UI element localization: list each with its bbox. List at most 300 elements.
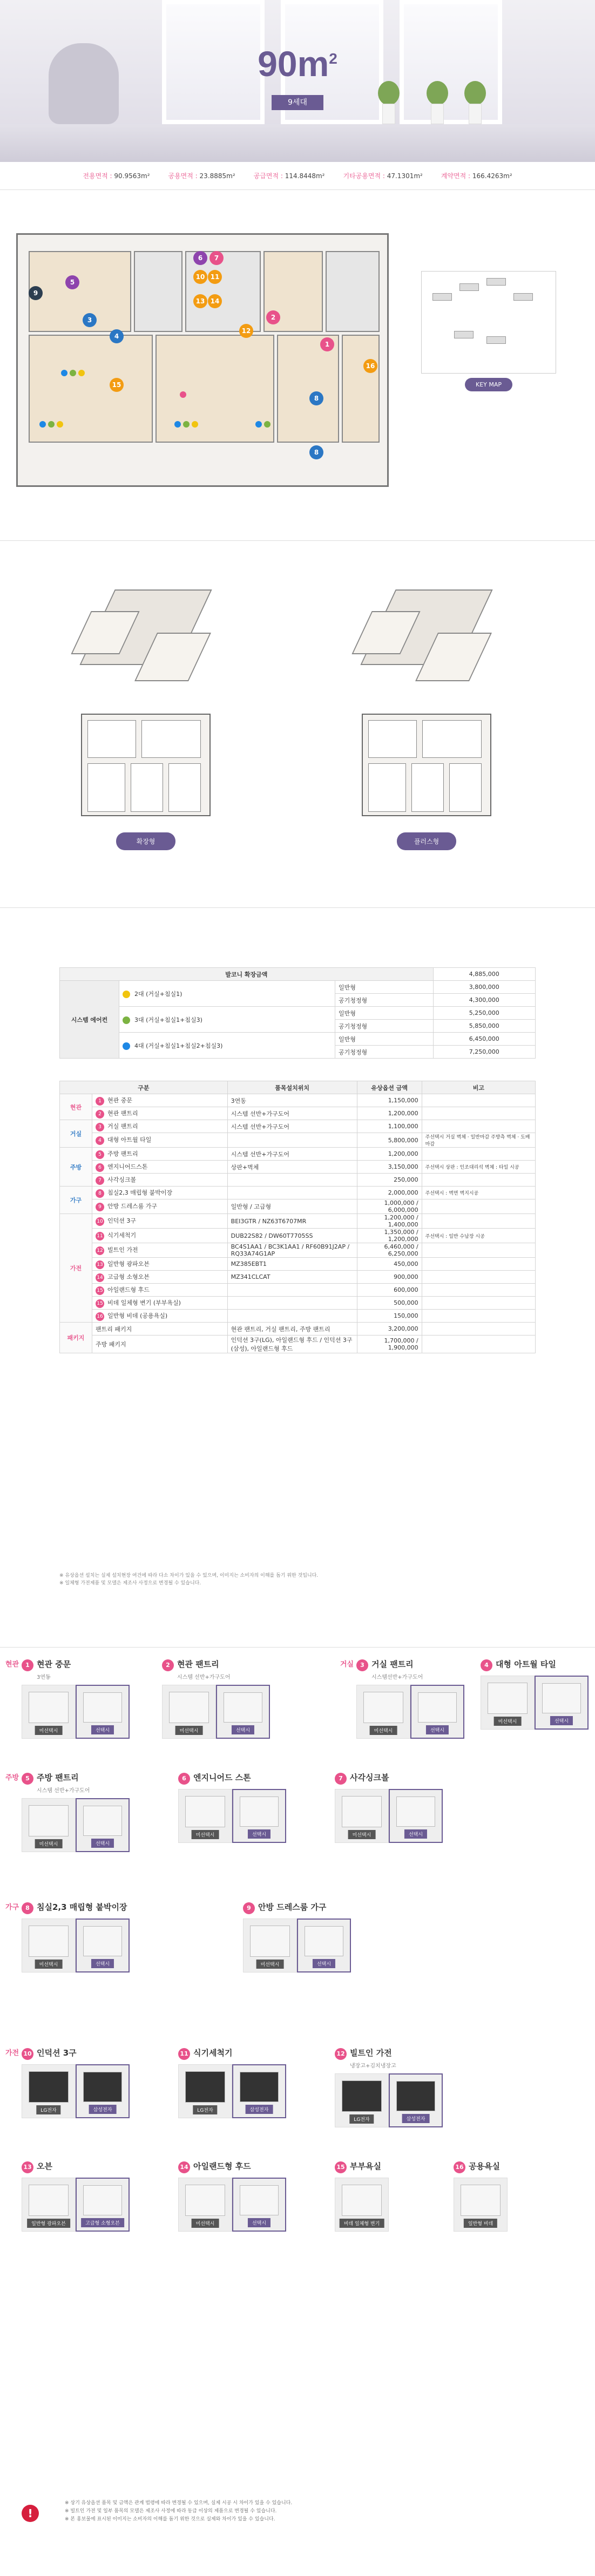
location-cell: 3연동 — [227, 1094, 357, 1107]
option-image-selected[interactable]: 선택시 — [535, 1676, 589, 1730]
aircon-marker — [192, 421, 198, 428]
table-row — [60, 1336, 536, 1353]
note-cell — [422, 1120, 535, 1133]
note-cell — [422, 1243, 535, 1258]
option-number-badge: 15 — [335, 2161, 347, 2173]
option-marker: 4 — [110, 329, 124, 343]
room — [29, 251, 131, 332]
iso-2d-plan — [362, 714, 491, 816]
option-number-badge: 3 — [96, 1123, 104, 1131]
aircon-marker — [180, 391, 186, 398]
key-map-button[interactable]: KEY MAP — [465, 378, 512, 391]
key-map-building — [432, 293, 452, 301]
option-name-cell: 10 인덕션 3구 — [92, 1214, 228, 1229]
footer-line: ※ 상기 유상옵션 품목 및 금액은 관계 법령에 따라 변경될 수 있으며, 실제 시공 시 차이가 있을 수 있습니다. — [65, 2500, 293, 2506]
option-image-unselected[interactable]: 미선택시 — [335, 1789, 389, 1843]
option-image-unselected[interactable]: 미선택시 — [356, 1685, 410, 1739]
option-marker: 11 — [208, 270, 222, 284]
option-image-selected[interactable]: 고급형 소형오븐 — [76, 2178, 130, 2232]
note-line: ※ 일체형 가전제품 및 모델은 제조사 사정으로 변경될 수 있습니다. — [59, 1581, 201, 1586]
option-number-badge: 12 — [96, 1246, 104, 1255]
table-row — [60, 1271, 536, 1284]
option-thumbs — [178, 2064, 286, 2118]
note-cell — [422, 1297, 535, 1310]
location-cell: 인덕션 3구(LG), 아일랜드형 후드 / 인덕션 3구(삼성), 아일랜드형 후드 — [227, 1336, 357, 1353]
option-thumbs — [22, 2064, 130, 2118]
isometric-section — [0, 541, 595, 908]
option-image-unselected[interactable]: LG전자 — [335, 2073, 389, 2127]
option-image-unselected[interactable]: 미선택시 — [481, 1676, 535, 1730]
option-card — [22, 2160, 130, 2232]
option-title: 12 빌트인 가전 — [335, 2047, 443, 2060]
option-thumbs — [162, 1685, 270, 1739]
table-row — [60, 1284, 536, 1297]
location-cell: BEI3GTR / NZ63T6707MR — [227, 1214, 357, 1229]
table-cell: 시스템 에어컨 — [60, 981, 119, 1059]
aircon-marker — [57, 421, 63, 428]
option-card — [22, 2047, 130, 2118]
table-row — [60, 1297, 536, 1310]
note-cell: 주선택시 : 벽면 벽지시공 — [422, 1187, 535, 1199]
table-row — [60, 1214, 536, 1229]
category-cell: 패키지 — [60, 1323, 92, 1353]
area-item: 계약면적 : 166.4263m² — [441, 172, 512, 180]
option-card — [178, 2047, 286, 2118]
aircon-price-table — [59, 967, 536, 1059]
option-number-badge: 13 — [22, 2161, 33, 2173]
option-image-unselected[interactable]: LG전자 — [22, 2064, 76, 2118]
floor-plan — [16, 233, 389, 487]
location-cell — [227, 1297, 357, 1310]
price-cell: 6,460,000 / 6,250,000 — [357, 1243, 422, 1258]
note-cell — [422, 1258, 535, 1271]
option-title: 1 현관 중문 — [22, 1658, 130, 1671]
price-cell: 500,000 — [357, 1297, 422, 1310]
option-name-cell: 6 엔지니어드스톤 — [92, 1161, 228, 1174]
area-item: 기타공용면적 : 47.1301m² — [343, 172, 423, 180]
note-cell — [422, 1107, 535, 1120]
option-thumbs — [335, 1789, 443, 1843]
option-card — [243, 1901, 351, 1972]
option-number-badge: 7 — [96, 1176, 104, 1185]
iso-2d-plan — [81, 714, 211, 816]
aircon-marker — [70, 370, 76, 376]
option-title: 2 현관 팬트리 — [162, 1658, 270, 1671]
iso-3d-view — [346, 573, 508, 697]
iso-expansion — [65, 573, 227, 850]
option-number-badge: 2 — [162, 1659, 174, 1671]
option-title: 15 부부욕실 — [335, 2160, 389, 2173]
warning-icon: ! — [22, 2505, 39, 2522]
option-number-badge: 15 — [96, 1286, 104, 1295]
table-cell: 2대 (거실+침실1) — [119, 981, 335, 1007]
option-card — [22, 1901, 130, 1972]
yellow-dot-icon — [123, 991, 130, 998]
table-cell: 6,450,000 — [433, 1033, 535, 1046]
option-title: 7 사각싱크볼 — [335, 1772, 443, 1785]
green-dot-icon — [123, 1016, 130, 1024]
option-name-cell: 3 거실 팬트리 — [92, 1120, 228, 1133]
option-image-selected[interactable]: 선택시 — [297, 1919, 351, 1972]
key-map-building — [454, 331, 474, 338]
option-name-cell: 팬트리 패키지 — [92, 1323, 228, 1336]
option-gallery — [0, 1648, 595, 2376]
option-title: 13 오븐 — [22, 2160, 130, 2173]
option-thumbs — [335, 2073, 443, 2127]
option-card — [22, 1772, 130, 1852]
table-row — [60, 1107, 536, 1120]
option-title: 8 침실2,3 매립형 붙박이장 — [22, 1901, 130, 1914]
note-line: ※ 유상옵션 설치는 실제 설치현장 여건에 따라 다소 차이가 있을 수 있으며, 이미지는 소비자의 이해를 돕기 위한 것입니다. — [59, 1573, 319, 1578]
table-row — [60, 1187, 536, 1199]
price-cell: 1,200,000 — [357, 1107, 422, 1120]
table-cell: 일반형 — [335, 981, 434, 994]
plant-icon — [464, 81, 486, 124]
option-marker: 13 — [193, 294, 207, 308]
aircon-marker — [174, 421, 181, 428]
table-cell: 공기청정형 — [335, 994, 434, 1007]
option-marker: 9 — [29, 286, 43, 300]
option-name-cell: 13 일반형 광파오븐 — [92, 1258, 228, 1271]
option-subtitle: 시스템선반+가구도어 — [371, 1675, 423, 1680]
option-price-table — [59, 1081, 536, 1353]
option-name-cell: 15 비데 일체형 변기 (부부욕실) — [92, 1297, 228, 1310]
option-number-badge: 9 — [243, 1902, 255, 1914]
option-number-badge: 7 — [335, 1773, 347, 1785]
category-cell: 거실 — [60, 1120, 92, 1148]
price-cell: 600,000 — [357, 1284, 422, 1297]
note-cell: 주선택시 : 일반 수납장 시공 — [422, 1229, 535, 1243]
table-row — [60, 1133, 536, 1148]
area-info-bar — [0, 162, 595, 190]
table-row — [60, 1310, 536, 1323]
table-cell: 일반형 — [335, 1007, 434, 1020]
option-number-badge: 1 — [22, 1659, 33, 1671]
table-title: 발코니 확장금액 — [60, 968, 434, 981]
option-image-selected[interactable]: 선택시 — [389, 1789, 443, 1843]
option-number-badge: 11 — [96, 1232, 104, 1240]
note-cell — [422, 1336, 535, 1353]
note-cell — [422, 1284, 535, 1297]
option-marker: 5 — [65, 275, 79, 289]
location-cell: MZ385EBT1 — [227, 1258, 357, 1271]
price-cell: 250,000 — [357, 1174, 422, 1187]
option-image-unselected[interactable]: 미선택시 — [22, 1685, 76, 1739]
option-image-unselected[interactable]: 미선택시 — [243, 1919, 297, 1972]
option-number-badge: 6 — [96, 1163, 104, 1172]
option-name-cell: 1 현관 중문 — [92, 1094, 228, 1107]
option-image-selected[interactable]: 선택시 — [76, 1685, 130, 1739]
table-cell: 일반형 — [335, 1033, 434, 1046]
option-thumbs — [481, 1676, 589, 1730]
option-marker: 16 — [363, 359, 377, 373]
option-marker: 12 — [239, 324, 253, 338]
note-cell — [422, 1174, 535, 1187]
aircon-marker — [61, 370, 67, 376]
option-image-unselected[interactable]: 일반형 광파오븐 — [22, 2178, 76, 2232]
option-image-selected[interactable]: 삼성전자 — [232, 2064, 286, 2118]
option-subtitle: 시스템 선반+가구도어 — [177, 1675, 231, 1680]
option-number-badge: 14 — [178, 2161, 190, 2173]
table-cell: 4대 (거실+침실1+침실2+침실3) — [119, 1033, 335, 1059]
location-cell — [227, 1174, 357, 1187]
option-number-badge: 16 — [454, 2161, 465, 2173]
option-marker: 8 — [309, 391, 323, 405]
aircon-marker — [183, 421, 190, 428]
price-cell: 3,150,000 — [357, 1161, 422, 1174]
expansion-type-button[interactable]: 확장형 — [116, 832, 175, 850]
option-number-badge: 11 — [178, 2048, 190, 2060]
option-name-cell: 12 빌트인 가전 — [92, 1243, 228, 1258]
option-marker: 10 — [193, 270, 207, 284]
table-row — [60, 1258, 536, 1271]
option-thumbs — [22, 1798, 130, 1852]
note-cell: 주선택시 상판 : 인조대리석 벽체 : 타일 시공 — [422, 1161, 535, 1174]
room — [342, 335, 380, 443]
location-cell — [227, 1310, 357, 1323]
household-count-badge: 9세대 — [272, 95, 323, 110]
plus-type-button[interactable]: 플러스형 — [397, 832, 456, 850]
table-cell: 5,250,000 — [433, 1007, 535, 1020]
option-image-selected[interactable]: 선택시 — [232, 2178, 286, 2232]
table-header: 유상옵션 금액 — [357, 1081, 422, 1094]
area-item: 공급면적 : 114.8448m² — [253, 172, 325, 180]
option-number-badge: 10 — [22, 2048, 33, 2060]
location-cell — [227, 1133, 357, 1148]
option-card — [335, 2047, 443, 2127]
option-thumbs — [356, 1685, 464, 1739]
table-header: 비고 — [422, 1081, 535, 1094]
floor-plan-section — [0, 190, 595, 541]
blue-dot-icon — [123, 1042, 130, 1050]
hero-banner — [0, 0, 595, 162]
option-image-selected[interactable]: 선택시 — [410, 1685, 464, 1739]
category-label: 가구 — [5, 1903, 19, 1911]
table-cell: 4,300,000 — [433, 994, 535, 1007]
plant-icon — [427, 81, 448, 124]
room — [29, 335, 153, 443]
table-notes — [59, 1572, 318, 1587]
option-number-badge: 15 — [96, 1299, 104, 1308]
option-image-selected[interactable]: 선택시 — [76, 1798, 130, 1852]
option-card — [454, 2160, 508, 2232]
key-map-label-wrap — [422, 378, 556, 391]
option-subtitle: 냉장고+김치냉장고 — [350, 2063, 396, 2069]
option-number-badge: 12 — [335, 2048, 347, 2060]
footer-line: ※ 본 홍보물에 표시된 이미지는 소비자의 이해를 돕기 위한 것으로 실제와 차이가 있을 수 있습니다. — [65, 2517, 275, 2522]
category-cell: 주방 — [60, 1148, 92, 1187]
table-cell: 4,885,000 — [433, 968, 535, 981]
option-title: 14 아일랜드형 후드 — [178, 2160, 286, 2173]
option-thumbs — [243, 1919, 351, 1972]
option-marker: 1 — [320, 337, 334, 351]
note-cell — [422, 1310, 535, 1323]
table-row — [60, 1094, 536, 1107]
aircon-marker — [264, 421, 271, 428]
price-cell: 1,700,000 / 1,900,000 — [357, 1336, 422, 1353]
category-label: 주방 — [5, 1774, 19, 1782]
location-cell: 시스템 선반+가구도어 — [227, 1120, 357, 1133]
note-cell — [422, 1199, 535, 1214]
option-name-cell: 9 안방 드레스룸 가구 — [92, 1199, 228, 1214]
option-marker: 7 — [209, 251, 224, 265]
area-item: 전용면적 : 90.9563m² — [83, 172, 150, 180]
option-marker: 3 — [83, 313, 97, 327]
location-cell: 시스템 선반+가구도어 — [227, 1148, 357, 1161]
footer-notes — [65, 2499, 292, 2524]
option-image-selected[interactable]: 삼성전자 — [389, 2073, 443, 2127]
option-marker: 14 — [208, 294, 222, 308]
option-number-badge: 5 — [22, 1773, 33, 1785]
price-cell: 3,200,000 — [357, 1323, 422, 1336]
option-name-cell: 2 현관 팬트리 — [92, 1107, 228, 1120]
option-image-unselected[interactable]: 미선택시 — [162, 1685, 216, 1739]
option-title: 5 주방 팬트리 — [22, 1772, 130, 1785]
room — [326, 251, 380, 332]
option-price-section — [0, 908, 595, 1648]
aircon-marker — [78, 370, 85, 376]
note-cell: 주선택시 거실 벽체 · 일반마감 주방측 벽체 · 도배 마감 — [422, 1133, 535, 1148]
table-cell: 5,850,000 — [433, 1020, 535, 1033]
option-name-cell: 4 대형 아트월 타일 — [92, 1133, 228, 1148]
option-image-unselected[interactable]: 미선택시 — [178, 2178, 232, 2232]
location-cell: 상판+벽체 — [227, 1161, 357, 1174]
table-row — [60, 1161, 536, 1174]
option-image-unselected[interactable]: 미선택시 — [22, 1798, 76, 1852]
area-item: 공용면적 : 23.8885m² — [168, 172, 235, 180]
table-cell: 7,250,000 — [433, 1046, 535, 1059]
table-row — [60, 1243, 536, 1258]
option-thumbs — [22, 1919, 130, 1972]
price-cell: 5,800,000 — [357, 1133, 422, 1148]
option-thumbs — [335, 2178, 389, 2232]
price-cell: 450,000 — [357, 1258, 422, 1271]
aircon-marker — [48, 421, 55, 428]
option-name-cell: 14 고급형 소형오븐 — [92, 1271, 228, 1284]
price-cell: 1,100,000 — [357, 1120, 422, 1133]
option-number-badge: 4 — [96, 1136, 104, 1145]
option-title: 3 거실 팬트리 — [356, 1658, 464, 1671]
table-cell: 3대 (거실+침실1+침실3) — [119, 1007, 335, 1033]
option-image-unselected[interactable]: LG전자 — [178, 2064, 232, 2118]
price-cell: 1,150,000 — [357, 1094, 422, 1107]
option-marker: 2 — [266, 310, 280, 324]
option-card — [162, 1658, 270, 1739]
option-image-unselected[interactable]: 비데 일체형 변기 — [335, 2178, 389, 2232]
table-row — [60, 1120, 536, 1133]
price-cell: 1,000,000 / 6,000,000 — [357, 1199, 422, 1214]
option-title: 10 인덕션 3구 — [22, 2047, 130, 2060]
table-row — [60, 1229, 536, 1243]
option-card — [335, 1772, 443, 1843]
option-subtitle: 시스템 선반+가구도어 — [37, 1788, 90, 1794]
table-header: 구분 — [60, 1081, 228, 1094]
option-number-badge: 5 — [96, 1150, 104, 1159]
option-marker: 15 — [110, 378, 124, 392]
location-cell: BC4S1AA1 / BC3K1AA1 / RF60B91J2AP / RQ33A74G1AP — [227, 1243, 357, 1258]
option-title: 9 안방 드레스룸 가구 — [243, 1901, 351, 1914]
option-title: 4 대형 아트월 타일 — [481, 1658, 589, 1671]
option-title: 6 엔지니어드 스톤 — [178, 1772, 286, 1785]
option-number-badge: 1 — [96, 1097, 104, 1106]
option-name-cell: 5 주방 팬트리 — [92, 1148, 228, 1161]
category-cell: 가구 — [60, 1187, 92, 1214]
table-row — [60, 1174, 536, 1187]
option-image-selected[interactable]: 선택시 — [76, 1919, 130, 1972]
option-number-badge: 14 — [96, 1273, 104, 1282]
location-cell: DUB22S82 / DW60T7705SS — [227, 1229, 357, 1243]
price-cell: 2,000,000 — [357, 1187, 422, 1199]
price-cell: 1,200,000 — [357, 1148, 422, 1161]
option-thumbs — [22, 2178, 130, 2232]
option-thumbs — [454, 2178, 508, 2232]
category-cell: 가전 — [60, 1214, 92, 1323]
option-image-unselected[interactable]: 미선택시 — [178, 1789, 232, 1843]
option-name-cell: 11 식기세척기 — [92, 1229, 228, 1243]
note-cell — [422, 1094, 535, 1107]
option-name-cell: 15 아일랜드형 후드 — [92, 1284, 228, 1297]
category-cell: 현관 — [60, 1094, 92, 1120]
table-cell: 3,800,000 — [433, 981, 535, 994]
option-number-badge: 3 — [356, 1659, 368, 1671]
option-number-badge: 13 — [96, 1260, 104, 1269]
table-header: 품목설치위치 — [227, 1081, 357, 1094]
option-number-badge: 16 — [96, 1312, 104, 1321]
option-card — [22, 1658, 130, 1739]
option-card — [178, 2160, 286, 2232]
option-image-unselected[interactable]: 미선택시 — [22, 1919, 76, 1972]
unit-type-title: $90m^2$ — [258, 44, 337, 84]
option-number-badge: 4 — [481, 1659, 492, 1671]
option-name-cell: 16 일반형 비데 (공용욕실) — [92, 1310, 228, 1323]
option-image-selected[interactable]: 선택시 — [232, 1789, 286, 1843]
option-number-badge: 8 — [22, 1902, 33, 1914]
option-image-selected[interactable]: 선택시 — [216, 1685, 270, 1739]
note-cell — [422, 1148, 535, 1161]
key-map-building — [459, 283, 479, 291]
key-map-building — [513, 293, 533, 301]
option-thumbs — [22, 1685, 130, 1739]
category-label: 현관 — [5, 1660, 19, 1669]
option-number-badge: 2 — [96, 1110, 104, 1118]
footer-line: ※ 빌트인 가전 및 일부 품목의 모델은 제조사 사정에 따라 동급 이상의 제품으로 변경될 수 있습니다. — [65, 2509, 277, 2514]
table-row — [60, 1323, 536, 1336]
option-number-badge: 9 — [96, 1203, 104, 1211]
option-card — [356, 1658, 464, 1739]
price-cell: 900,000 — [357, 1271, 422, 1284]
note-cell — [422, 1271, 535, 1284]
option-name-cell: 8 침실2,3 매립형 붙박이장 — [92, 1187, 228, 1199]
option-image-selected[interactable]: 삼성전자 — [76, 2064, 130, 2118]
hero-shelf — [0, 124, 595, 162]
location-cell — [227, 1187, 357, 1199]
room — [134, 251, 182, 332]
note-cell — [422, 1323, 535, 1336]
location-cell: 시스템 선반+가구도어 — [227, 1107, 357, 1120]
key-map-building — [486, 336, 506, 344]
iso-3d-view — [65, 573, 227, 697]
key-map — [421, 271, 556, 388]
option-name-cell: 7 사각싱크볼 — [92, 1174, 228, 1187]
note-cell — [422, 1214, 535, 1229]
aircon-marker — [39, 421, 46, 428]
table-cell: 공기청정형 — [335, 1046, 434, 1059]
option-image-unselected[interactable]: 일반형 비데 — [454, 2178, 508, 2232]
option-thumbs — [178, 2178, 286, 2232]
category-label: 거실 — [340, 1660, 354, 1669]
option-thumbs — [178, 1789, 286, 1843]
option-card — [335, 2160, 389, 2232]
